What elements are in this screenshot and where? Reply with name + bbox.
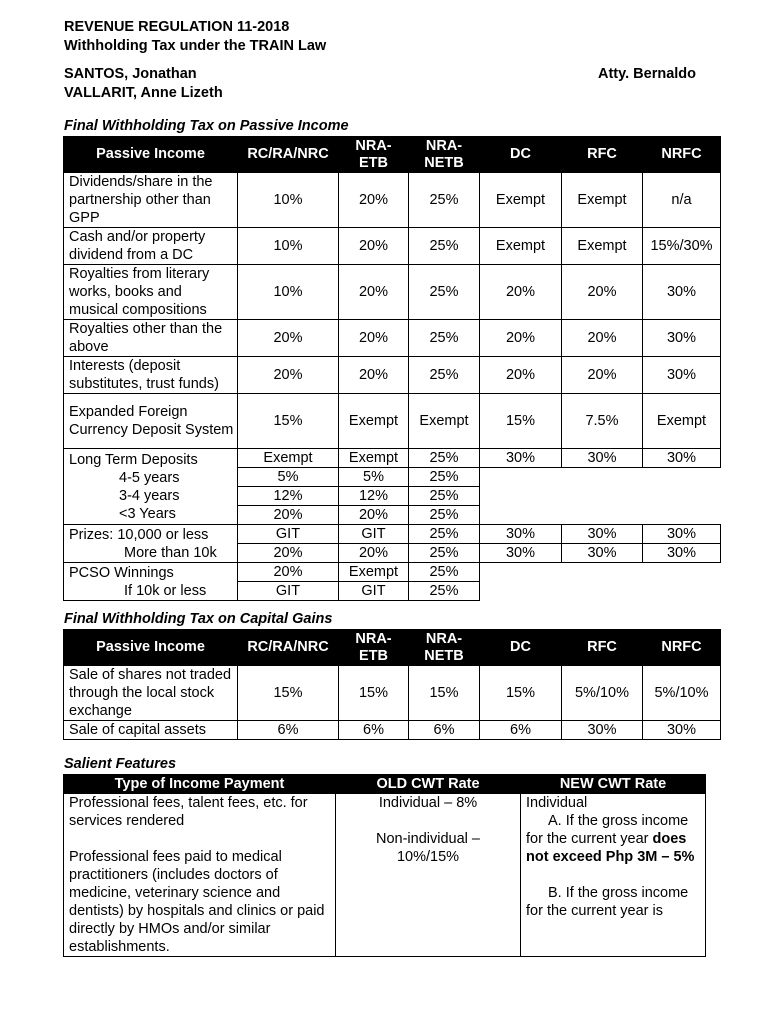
column-header: RC/RA/NRC — [238, 137, 339, 173]
table-cell: 20% — [562, 265, 643, 320]
row-label: Dividends/share in the partnership other than GPP — [64, 173, 238, 228]
row-label — [64, 563, 238, 601]
table-cell: 15%/30% — [643, 228, 721, 265]
table-cell: 15% — [480, 394, 562, 449]
column-header: NRA-NETB — [409, 630, 480, 666]
professor-name: Atty. Bernaldo — [598, 66, 697, 82]
sub-label: 3-4 years — [119, 487, 180, 504]
new-rate-text: A. If the gross income for the current year — [526, 813, 689, 847]
new-rate-text: B. If the gross income for the current year is — [526, 885, 689, 919]
table-cell: 10% — [238, 265, 339, 320]
row-label: Interests (deposit substitutes, trust funds) — [64, 357, 238, 394]
table-cell: 15% — [238, 394, 339, 449]
table-cell: 25% — [409, 265, 480, 320]
column-header: RC/RA/NRC — [238, 630, 339, 666]
salient-features-table — [63, 774, 706, 957]
table-cell: 25% — [409, 582, 480, 601]
table-cell: 30% — [480, 544, 562, 563]
table-cell: 20% — [480, 357, 562, 394]
table-cell: 30% — [643, 525, 721, 544]
table-cell: 25% — [409, 228, 480, 265]
table-cell: 5% — [339, 468, 409, 487]
pcso-label: PCSO Winnings — [69, 564, 174, 581]
table-cell: 15% — [339, 666, 409, 721]
prizes-label: Prizes: 10,000 or less — [69, 526, 209, 543]
sub-label: More than 10k — [124, 544, 217, 561]
table-cell: 20% — [339, 320, 409, 357]
table-row — [64, 563, 721, 582]
table-cell: 30% — [480, 525, 562, 544]
empty-cell — [480, 582, 721, 601]
table-cell: 20% — [238, 357, 339, 394]
table-cell: 25% — [409, 506, 480, 525]
column-header: DC — [480, 630, 562, 666]
table-cell: 20% — [562, 320, 643, 357]
table-cell: 30% — [643, 320, 721, 357]
table-row — [64, 794, 706, 957]
column-header: NRA-NETB — [409, 137, 480, 173]
table-cell: 10% — [238, 173, 339, 228]
table-cell: 30% — [562, 525, 643, 544]
table-cell: 20% — [339, 357, 409, 394]
table-cell: 30% — [562, 721, 643, 740]
table-cell: GIT — [339, 582, 409, 601]
table-cell: Exempt — [480, 173, 562, 228]
table-cell: GIT — [238, 525, 339, 544]
table-cell: 7.5% — [562, 394, 643, 449]
table-cell: Exempt — [643, 394, 721, 449]
section-title-capital: Final Withholding Tax on Capital Gains — [64, 611, 333, 627]
table-cell: 6% — [238, 721, 339, 740]
table-row — [64, 394, 721, 449]
column-header: RFC — [562, 630, 643, 666]
row-label: Expanded Foreign Currency Deposit System — [64, 394, 238, 449]
table-cell: 25% — [409, 544, 480, 563]
table-cell: 15% — [480, 666, 562, 721]
table-row — [64, 320, 721, 357]
table-cell: 30% — [562, 544, 643, 563]
table-cell: 30% — [480, 449, 562, 468]
column-header: NRA-ETB — [339, 630, 409, 666]
table-cell: 30% — [643, 721, 721, 740]
row-label: Sale of shares not traded through the local stock exchange — [64, 666, 238, 721]
row-label — [64, 525, 238, 563]
author-name: SANTOS, Jonathan — [64, 66, 197, 82]
table-cell: 10% — [238, 228, 339, 265]
sub-label: <3 Years — [119, 505, 176, 522]
paragraph-gap — [364, 812, 492, 830]
table-cell: 20% — [339, 173, 409, 228]
table-cell: 25% — [409, 449, 480, 468]
sub-label: If 10k or less — [124, 582, 207, 599]
table-cell: 30% — [643, 357, 721, 394]
table-cell: 30% — [643, 265, 721, 320]
table-cell: 25% — [409, 173, 480, 228]
table-cell: 25% — [409, 468, 480, 487]
table-cell: 25% — [409, 320, 480, 357]
row-label — [64, 449, 238, 525]
table-cell: 20% — [339, 228, 409, 265]
table-row — [64, 357, 721, 394]
table-cell: GIT — [238, 582, 339, 601]
table-cell: 12% — [238, 487, 339, 506]
table-cell: 20% — [339, 544, 409, 563]
table-header-row — [64, 630, 721, 666]
table-cell: Exempt — [480, 228, 562, 265]
column-header: Type of Income Payment — [64, 775, 336, 794]
table-cell: 15% — [409, 666, 480, 721]
new-rate-heading: Individual — [526, 795, 588, 811]
table-cell: Exempt — [562, 228, 643, 265]
column-header: NRFC — [643, 630, 721, 666]
table-cell: n/a — [643, 173, 721, 228]
row-label: Royalties other than the above — [64, 320, 238, 357]
paragraph-gap — [69, 830, 329, 848]
table-cell: 20% — [238, 506, 339, 525]
table-cell: GIT — [339, 525, 409, 544]
new-rate-bold: does not exceed Php 3M – 5% — [526, 831, 695, 865]
table-cell: 20% — [562, 357, 643, 394]
table-cell: 20% — [238, 563, 339, 582]
table-cell: 20% — [339, 265, 409, 320]
table-cell: 25% — [409, 563, 480, 582]
table-cell: Exempt — [339, 394, 409, 449]
table-cell: Exempt — [562, 173, 643, 228]
empty-cell — [480, 487, 721, 506]
row-label: Royalties from literary works, books and musical compositions — [64, 265, 238, 320]
table-cell: 30% — [643, 544, 721, 563]
empty-cell — [480, 468, 721, 487]
column-header: Passive Income — [64, 137, 238, 173]
table-cell: 25% — [409, 525, 480, 544]
column-header: NRFC — [643, 137, 721, 173]
column-header: DC — [480, 137, 562, 173]
long-term-label: Long Term Deposits — [69, 451, 198, 468]
column-header: Passive Income — [64, 630, 238, 666]
table-header-row — [64, 137, 721, 173]
section-title-salient: Salient Features — [64, 756, 177, 772]
empty-cell — [480, 506, 721, 525]
old-rate-text: Individual – 8% — [378, 795, 478, 811]
table-cell: Exempt — [238, 449, 339, 468]
table-cell: 6% — [480, 721, 562, 740]
sub-label: 4-5 years — [119, 469, 180, 486]
income-type-cell — [64, 794, 336, 957]
table-row — [64, 228, 721, 265]
table-cell: 5%/10% — [562, 666, 643, 721]
table-cell: 20% — [238, 544, 339, 563]
table-cell: 20% — [480, 265, 562, 320]
table-cell: 15% — [238, 666, 339, 721]
row-label: Sale of capital assets — [64, 721, 238, 740]
old-rate-text: Non-individual – 10%/15% — [376, 831, 480, 865]
section-title-passive: Final Withholding Tax on Passive Income — [64, 118, 349, 134]
table-cell: 5%/10% — [643, 666, 721, 721]
table-cell: Exempt — [339, 563, 409, 582]
new-rate-cell — [521, 794, 706, 957]
author-name: VALLARIT, Anne Lizeth — [64, 85, 223, 101]
table-cell: 20% — [339, 506, 409, 525]
table-cell: 12% — [339, 487, 409, 506]
table-cell: 30% — [643, 449, 721, 468]
table-cell: 20% — [238, 320, 339, 357]
table-cell: 6% — [339, 721, 409, 740]
passive-income-table — [63, 136, 721, 601]
table-row — [64, 265, 721, 320]
table-cell: 6% — [409, 721, 480, 740]
table-cell: 25% — [409, 357, 480, 394]
capital-gains-table — [63, 629, 721, 740]
table-row — [64, 721, 721, 740]
column-header: OLD CWT Rate — [336, 775, 521, 794]
table-row — [64, 173, 721, 228]
regulation-title: REVENUE REGULATION 11-2018 — [64, 19, 290, 35]
table-row — [64, 525, 721, 544]
table-cell: 5% — [238, 468, 339, 487]
table-cell: Exempt — [409, 394, 480, 449]
old-rate-cell — [336, 794, 521, 957]
column-header: NEW CWT Rate — [521, 775, 706, 794]
income-type-text: Professional fees paid to medical practitioners (includes doctors of medicine, veterinary science and dentists) by hospitals and clinics or paid directly by HMOs and/or similar establishments. — [69, 849, 325, 955]
table-row — [64, 449, 721, 468]
table-cell: 20% — [480, 320, 562, 357]
paragraph-gap — [526, 866, 701, 884]
empty-cell — [480, 563, 721, 582]
table-header-row — [64, 775, 706, 794]
column-header: RFC — [562, 137, 643, 173]
row-label: Cash and/or property dividend from a DC — [64, 228, 238, 265]
document-subtitle: Withholding Tax under the TRAIN Law — [64, 38, 327, 54]
table-row — [64, 666, 721, 721]
table-cell: 30% — [562, 449, 643, 468]
income-type-text: Professional fees, talent fees, etc. for services rendered — [69, 795, 308, 829]
table-cell: 25% — [409, 487, 480, 506]
table-cell: Exempt — [339, 449, 409, 468]
column-header: NRA-ETB — [339, 137, 409, 173]
